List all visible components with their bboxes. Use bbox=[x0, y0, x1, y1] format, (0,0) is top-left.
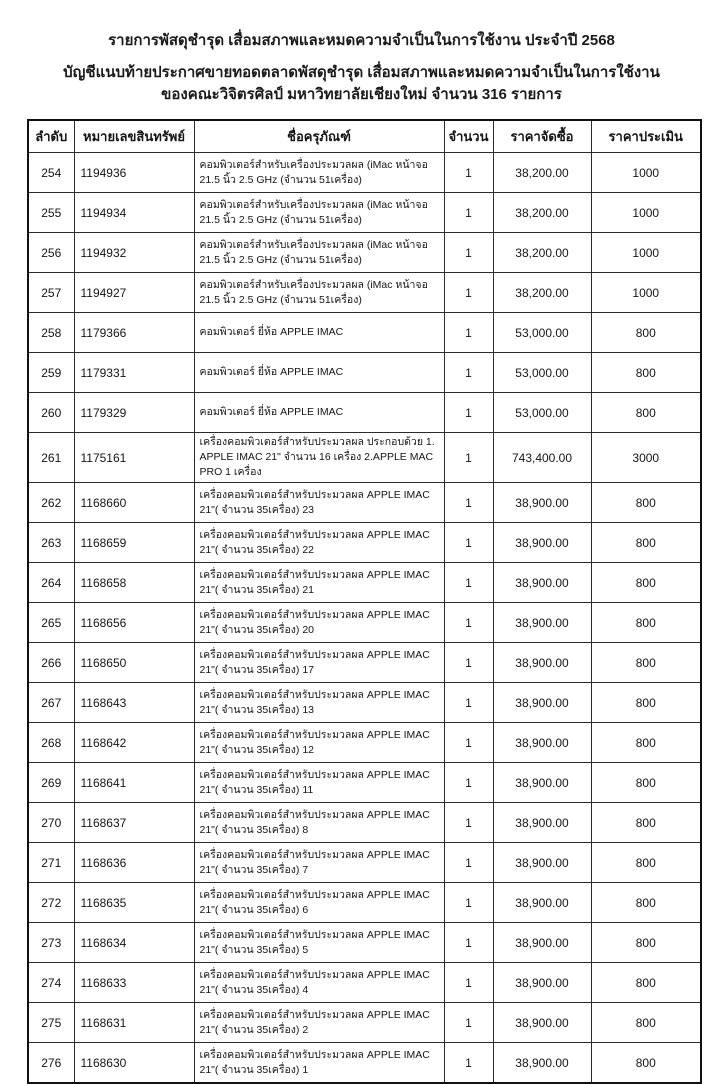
cell-no: 274 bbox=[28, 963, 74, 1003]
table-row bbox=[28, 843, 701, 883]
cell-asset: 1168633 bbox=[74, 963, 194, 1003]
cell-purchase: 38,900.00 bbox=[493, 723, 591, 763]
table-row bbox=[28, 883, 701, 923]
table-row bbox=[28, 723, 701, 763]
cell-appraised: 800 bbox=[591, 313, 701, 353]
cell-purchase: 38,200.00 bbox=[493, 153, 591, 193]
cell-purchase: 38,900.00 bbox=[493, 883, 591, 923]
table-row bbox=[28, 353, 701, 393]
cell-name: เครื่องคอมพิวเตอร์สำหรับประมวลผล APPLE IMAC 21"( จำนวน 35เครื่อง) 22 bbox=[194, 523, 444, 563]
cell-qty: 1 bbox=[444, 1003, 493, 1043]
table-row bbox=[28, 963, 701, 1003]
cell-asset: 1194934 bbox=[74, 193, 194, 233]
cell-no: 254 bbox=[28, 153, 74, 193]
cell-no: 268 bbox=[28, 723, 74, 763]
cell-asset: 1168631 bbox=[74, 1003, 194, 1043]
cell-appraised: 1000 bbox=[591, 193, 701, 233]
cell-no: 255 bbox=[28, 193, 74, 233]
cell-purchase: 38,900.00 bbox=[493, 603, 591, 643]
cell-appraised: 3000 bbox=[591, 433, 701, 483]
table-row bbox=[28, 563, 701, 603]
cell-no: 270 bbox=[28, 803, 74, 843]
cell-qty: 1 bbox=[444, 313, 493, 353]
cell-qty: 1 bbox=[444, 433, 493, 483]
table-row bbox=[28, 803, 701, 843]
cell-no: 266 bbox=[28, 643, 74, 683]
cell-appraised: 800 bbox=[591, 523, 701, 563]
cell-qty: 1 bbox=[444, 803, 493, 843]
cell-qty: 1 bbox=[444, 603, 493, 643]
cell-appraised: 800 bbox=[591, 963, 701, 1003]
cell-purchase: 53,000.00 bbox=[493, 393, 591, 433]
cell-no: 258 bbox=[28, 313, 74, 353]
cell-asset: 1168643 bbox=[74, 683, 194, 723]
cell-name: เครื่องคอมพิวเตอร์สำหรับประมวลผล APPLE IMAC 21"( จำนวน 35เครื่อง) 20 bbox=[194, 603, 444, 643]
cell-appraised: 1000 bbox=[591, 153, 701, 193]
cell-name: คอมพิวเตอร์ ยี่ห้อ APPLE IMAC bbox=[194, 313, 444, 353]
cell-name: เครื่องคอมพิวเตอร์สำหรับประมวลผล APPLE IMAC 21"( จำนวน 35เครื่อง) 1 bbox=[194, 1043, 444, 1084]
column-header-asset: หมายเลขสินทรัพย์ bbox=[74, 120, 194, 153]
cell-purchase: 53,000.00 bbox=[493, 353, 591, 393]
document-title-line1: รายการพัสดุชำรุด เสื่อมสภาพและหมดความจำเป็นในการใช้งาน ประจำปี 2568 bbox=[108, 32, 615, 49]
cell-no: 256 bbox=[28, 233, 74, 273]
cell-asset: 1179331 bbox=[74, 353, 194, 393]
cell-no: 276 bbox=[28, 1043, 74, 1084]
document-title-line2: บัญชีแนบท้ายประกาศขายทอดตลาดพัสดุชำรุด เสื่อมสภาพและหมดความจำเป็นในการใช้งาน bbox=[63, 64, 660, 81]
cell-purchase: 743,400.00 bbox=[493, 433, 591, 483]
cell-qty: 1 bbox=[444, 393, 493, 433]
table-row bbox=[28, 433, 701, 483]
cell-asset: 1194936 bbox=[74, 153, 194, 193]
cell-name: คอมพิวเตอร์สำหรับเครื่องประมวลผล (iMac หน้าจอ 21.5 นิ้ว 2.5 GHz (จำนวน 51เครื่อง) bbox=[194, 233, 444, 273]
table-row bbox=[28, 273, 701, 313]
cell-no: 272 bbox=[28, 883, 74, 923]
cell-qty: 1 bbox=[444, 563, 493, 603]
cell-no: 271 bbox=[28, 843, 74, 883]
cell-no: 273 bbox=[28, 923, 74, 963]
cell-asset: 1168650 bbox=[74, 643, 194, 683]
cell-qty: 1 bbox=[444, 963, 493, 1003]
cell-name: เครื่องคอมพิวเตอร์สำหรับประมวลผล APPLE IMAC 21"( จำนวน 35เครื่อง) 12 bbox=[194, 723, 444, 763]
cell-no: 262 bbox=[28, 483, 74, 523]
cell-qty: 1 bbox=[444, 723, 493, 763]
cell-qty: 1 bbox=[444, 923, 493, 963]
cell-name: คอมพิวเตอร์สำหรับเครื่องประมวลผล (iMac หน้าจอ 21.5 นิ้ว 2.5 GHz (จำนวน 51เครื่อง) bbox=[194, 273, 444, 313]
cell-name: คอมพิวเตอร์สำหรับเครื่องประมวลผล (iMac หน้าจอ 21.5 นิ้ว 2.5 GHz (จำนวน 51เครื่อง) bbox=[194, 193, 444, 233]
cell-qty: 1 bbox=[444, 643, 493, 683]
cell-name: เครื่องคอมพิวเตอร์สำหรับประมวลผล APPLE IMAC 21"( จำนวน 35เครื่อง) 17 bbox=[194, 643, 444, 683]
cell-name: เครื่องคอมพิวเตอร์สำหรับประมวลผล APPLE IMAC 21"( จำนวน 35เครื่อง) 4 bbox=[194, 963, 444, 1003]
table-row bbox=[28, 313, 701, 353]
cell-no: 269 bbox=[28, 763, 74, 803]
cell-purchase: 53,000.00 bbox=[493, 313, 591, 353]
table-row bbox=[28, 1043, 701, 1084]
cell-purchase: 38,900.00 bbox=[493, 1003, 591, 1043]
cell-purchase: 38,200.00 bbox=[493, 233, 591, 273]
table-row bbox=[28, 523, 701, 563]
cell-no: 275 bbox=[28, 1003, 74, 1043]
cell-name: เครื่องคอมพิวเตอร์สำหรับประมวลผล APPLE IMAC 21"( จำนวน 35เครื่อง) 11 bbox=[194, 763, 444, 803]
cell-no: 257 bbox=[28, 273, 74, 313]
column-header-qty: จำนวน bbox=[444, 120, 493, 153]
cell-appraised: 800 bbox=[591, 603, 701, 643]
cell-asset: 1168630 bbox=[74, 1043, 194, 1084]
cell-purchase: 38,200.00 bbox=[493, 193, 591, 233]
cell-asset: 1168659 bbox=[74, 523, 194, 563]
cell-asset: 1168642 bbox=[74, 723, 194, 763]
cell-qty: 1 bbox=[444, 483, 493, 523]
cell-no: 264 bbox=[28, 563, 74, 603]
cell-purchase: 38,900.00 bbox=[493, 523, 591, 563]
cell-name: เครื่องคอมพิวเตอร์สำหรับประมวลผล APPLE IMAC 21"( จำนวน 35เครื่อง) 2 bbox=[194, 1003, 444, 1043]
table-row bbox=[28, 483, 701, 523]
cell-purchase: 38,900.00 bbox=[493, 643, 591, 683]
cell-asset: 1168634 bbox=[74, 923, 194, 963]
cell-appraised: 800 bbox=[591, 1043, 701, 1084]
cell-purchase: 38,900.00 bbox=[493, 563, 591, 603]
cell-qty: 1 bbox=[444, 843, 493, 883]
cell-no: 263 bbox=[28, 523, 74, 563]
cell-qty: 1 bbox=[444, 883, 493, 923]
cell-name: เครื่องคอมพิวเตอร์สำหรับประมวลผล APPLE IMAC 21"( จำนวน 35เครื่อง) 13 bbox=[194, 683, 444, 723]
cell-appraised: 800 bbox=[591, 843, 701, 883]
cell-no: 259 bbox=[28, 353, 74, 393]
cell-asset: 1194927 bbox=[74, 273, 194, 313]
cell-no: 265 bbox=[28, 603, 74, 643]
cell-asset: 1179329 bbox=[74, 393, 194, 433]
cell-purchase: 38,900.00 bbox=[493, 1043, 591, 1084]
cell-asset: 1168658 bbox=[74, 563, 194, 603]
cell-asset: 1179366 bbox=[74, 313, 194, 353]
table-row bbox=[28, 153, 701, 193]
cell-appraised: 800 bbox=[591, 563, 701, 603]
cell-qty: 1 bbox=[444, 763, 493, 803]
table-row bbox=[28, 1003, 701, 1043]
cell-appraised: 800 bbox=[591, 763, 701, 803]
cell-asset: 1168637 bbox=[74, 803, 194, 843]
cell-appraised: 800 bbox=[591, 883, 701, 923]
cell-qty: 1 bbox=[444, 153, 493, 193]
cell-asset: 1168635 bbox=[74, 883, 194, 923]
table-row bbox=[28, 393, 701, 433]
column-header-no: ลำดับ bbox=[28, 120, 74, 153]
cell-name: คอมพิวเตอร์ ยี่ห้อ APPLE IMAC bbox=[194, 353, 444, 393]
cell-appraised: 800 bbox=[591, 353, 701, 393]
cell-purchase: 38,900.00 bbox=[493, 763, 591, 803]
cell-appraised: 1000 bbox=[591, 233, 701, 273]
cell-asset: 1168660 bbox=[74, 483, 194, 523]
cell-name: เครื่องคอมพิวเตอร์สำหรับประมวลผล APPLE IMAC 21"( จำนวน 35เครื่อง) 5 bbox=[194, 923, 444, 963]
cell-no: 261 bbox=[28, 433, 74, 483]
table-row bbox=[28, 923, 701, 963]
cell-asset: 1168636 bbox=[74, 843, 194, 883]
cell-purchase: 38,900.00 bbox=[493, 803, 591, 843]
table-row bbox=[28, 643, 701, 683]
cell-appraised: 800 bbox=[591, 393, 701, 433]
cell-asset: 1168641 bbox=[74, 763, 194, 803]
cell-appraised: 800 bbox=[591, 683, 701, 723]
cell-appraised: 800 bbox=[591, 1003, 701, 1043]
table-body bbox=[28, 153, 701, 1084]
cell-purchase: 38,900.00 bbox=[493, 923, 591, 963]
cell-no: 260 bbox=[28, 393, 74, 433]
cell-appraised: 800 bbox=[591, 923, 701, 963]
cell-appraised: 1000 bbox=[591, 273, 701, 313]
cell-qty: 1 bbox=[444, 683, 493, 723]
cell-name: เครื่องคอมพิวเตอร์สำหรับประมวลผล ประกอบด้วย 1. APPLE IMAC 21" จำนวน 16 เครื่อง 2.APPLE MAC PRO 1 เครื่อง bbox=[194, 433, 444, 483]
cell-qty: 1 bbox=[444, 1043, 493, 1084]
table-row bbox=[28, 603, 701, 643]
table-row bbox=[28, 763, 701, 803]
cell-purchase: 38,900.00 bbox=[493, 843, 591, 883]
cell-purchase: 38,900.00 bbox=[493, 963, 591, 1003]
cell-asset: 1194932 bbox=[74, 233, 194, 273]
cell-name: คอมพิวเตอร์ ยี่ห้อ APPLE IMAC bbox=[194, 393, 444, 433]
table-header-row bbox=[28, 120, 701, 153]
cell-qty: 1 bbox=[444, 233, 493, 273]
column-header-appraised: ราคาประเมิน bbox=[591, 120, 701, 153]
table-row bbox=[28, 233, 701, 273]
column-header-name: ชื่อครุภัณฑ์ bbox=[194, 120, 444, 153]
cell-purchase: 38,900.00 bbox=[493, 683, 591, 723]
cell-purchase: 38,200.00 bbox=[493, 273, 591, 313]
cell-name: เครื่องคอมพิวเตอร์สำหรับประมวลผล APPLE IMAC 21"( จำนวน 35เครื่อง) 21 bbox=[194, 563, 444, 603]
cell-asset: 1175161 bbox=[74, 433, 194, 483]
column-header-purchase: ราคาจัดซื้อ bbox=[493, 120, 591, 153]
cell-qty: 1 bbox=[444, 523, 493, 563]
cell-appraised: 800 bbox=[591, 723, 701, 763]
asset-table bbox=[27, 119, 702, 1084]
cell-appraised: 800 bbox=[591, 483, 701, 523]
table-row bbox=[28, 683, 701, 723]
cell-name: เครื่องคอมพิวเตอร์สำหรับประมวลผล APPLE IMAC 21"( จำนวน 35เครื่อง) 8 bbox=[194, 803, 444, 843]
document-title-line3: ของคณะวิจิตรศิลป์ มหาวิทยาลัยเชียงใหม่ จำนวน 316 รายการ bbox=[161, 86, 562, 103]
cell-name: เครื่องคอมพิวเตอร์สำหรับประมวลผล APPLE IMAC 21"( จำนวน 35เครื่อง) 23 bbox=[194, 483, 444, 523]
cell-qty: 1 bbox=[444, 193, 493, 233]
document-header bbox=[0, 0, 723, 106]
cell-name: เครื่องคอมพิวเตอร์สำหรับประมวลผล APPLE IMAC 21"( จำนวน 35เครื่อง) 6 bbox=[194, 883, 444, 923]
cell-name: คอมพิวเตอร์สำหรับเครื่องประมวลผล (iMac หน้าจอ 21.5 นิ้ว 2.5 GHz (จำนวน 51เครื่อง) bbox=[194, 153, 444, 193]
cell-qty: 1 bbox=[444, 353, 493, 393]
cell-name: เครื่องคอมพิวเตอร์สำหรับประมวลผล APPLE IMAC 21"( จำนวน 35เครื่อง) 7 bbox=[194, 843, 444, 883]
cell-no: 267 bbox=[28, 683, 74, 723]
cell-purchase: 38,900.00 bbox=[493, 483, 591, 523]
cell-asset: 1168656 bbox=[74, 603, 194, 643]
table-row bbox=[28, 193, 701, 233]
cell-qty: 1 bbox=[444, 273, 493, 313]
cell-appraised: 800 bbox=[591, 803, 701, 843]
table-header bbox=[28, 120, 701, 153]
cell-appraised: 800 bbox=[591, 643, 701, 683]
